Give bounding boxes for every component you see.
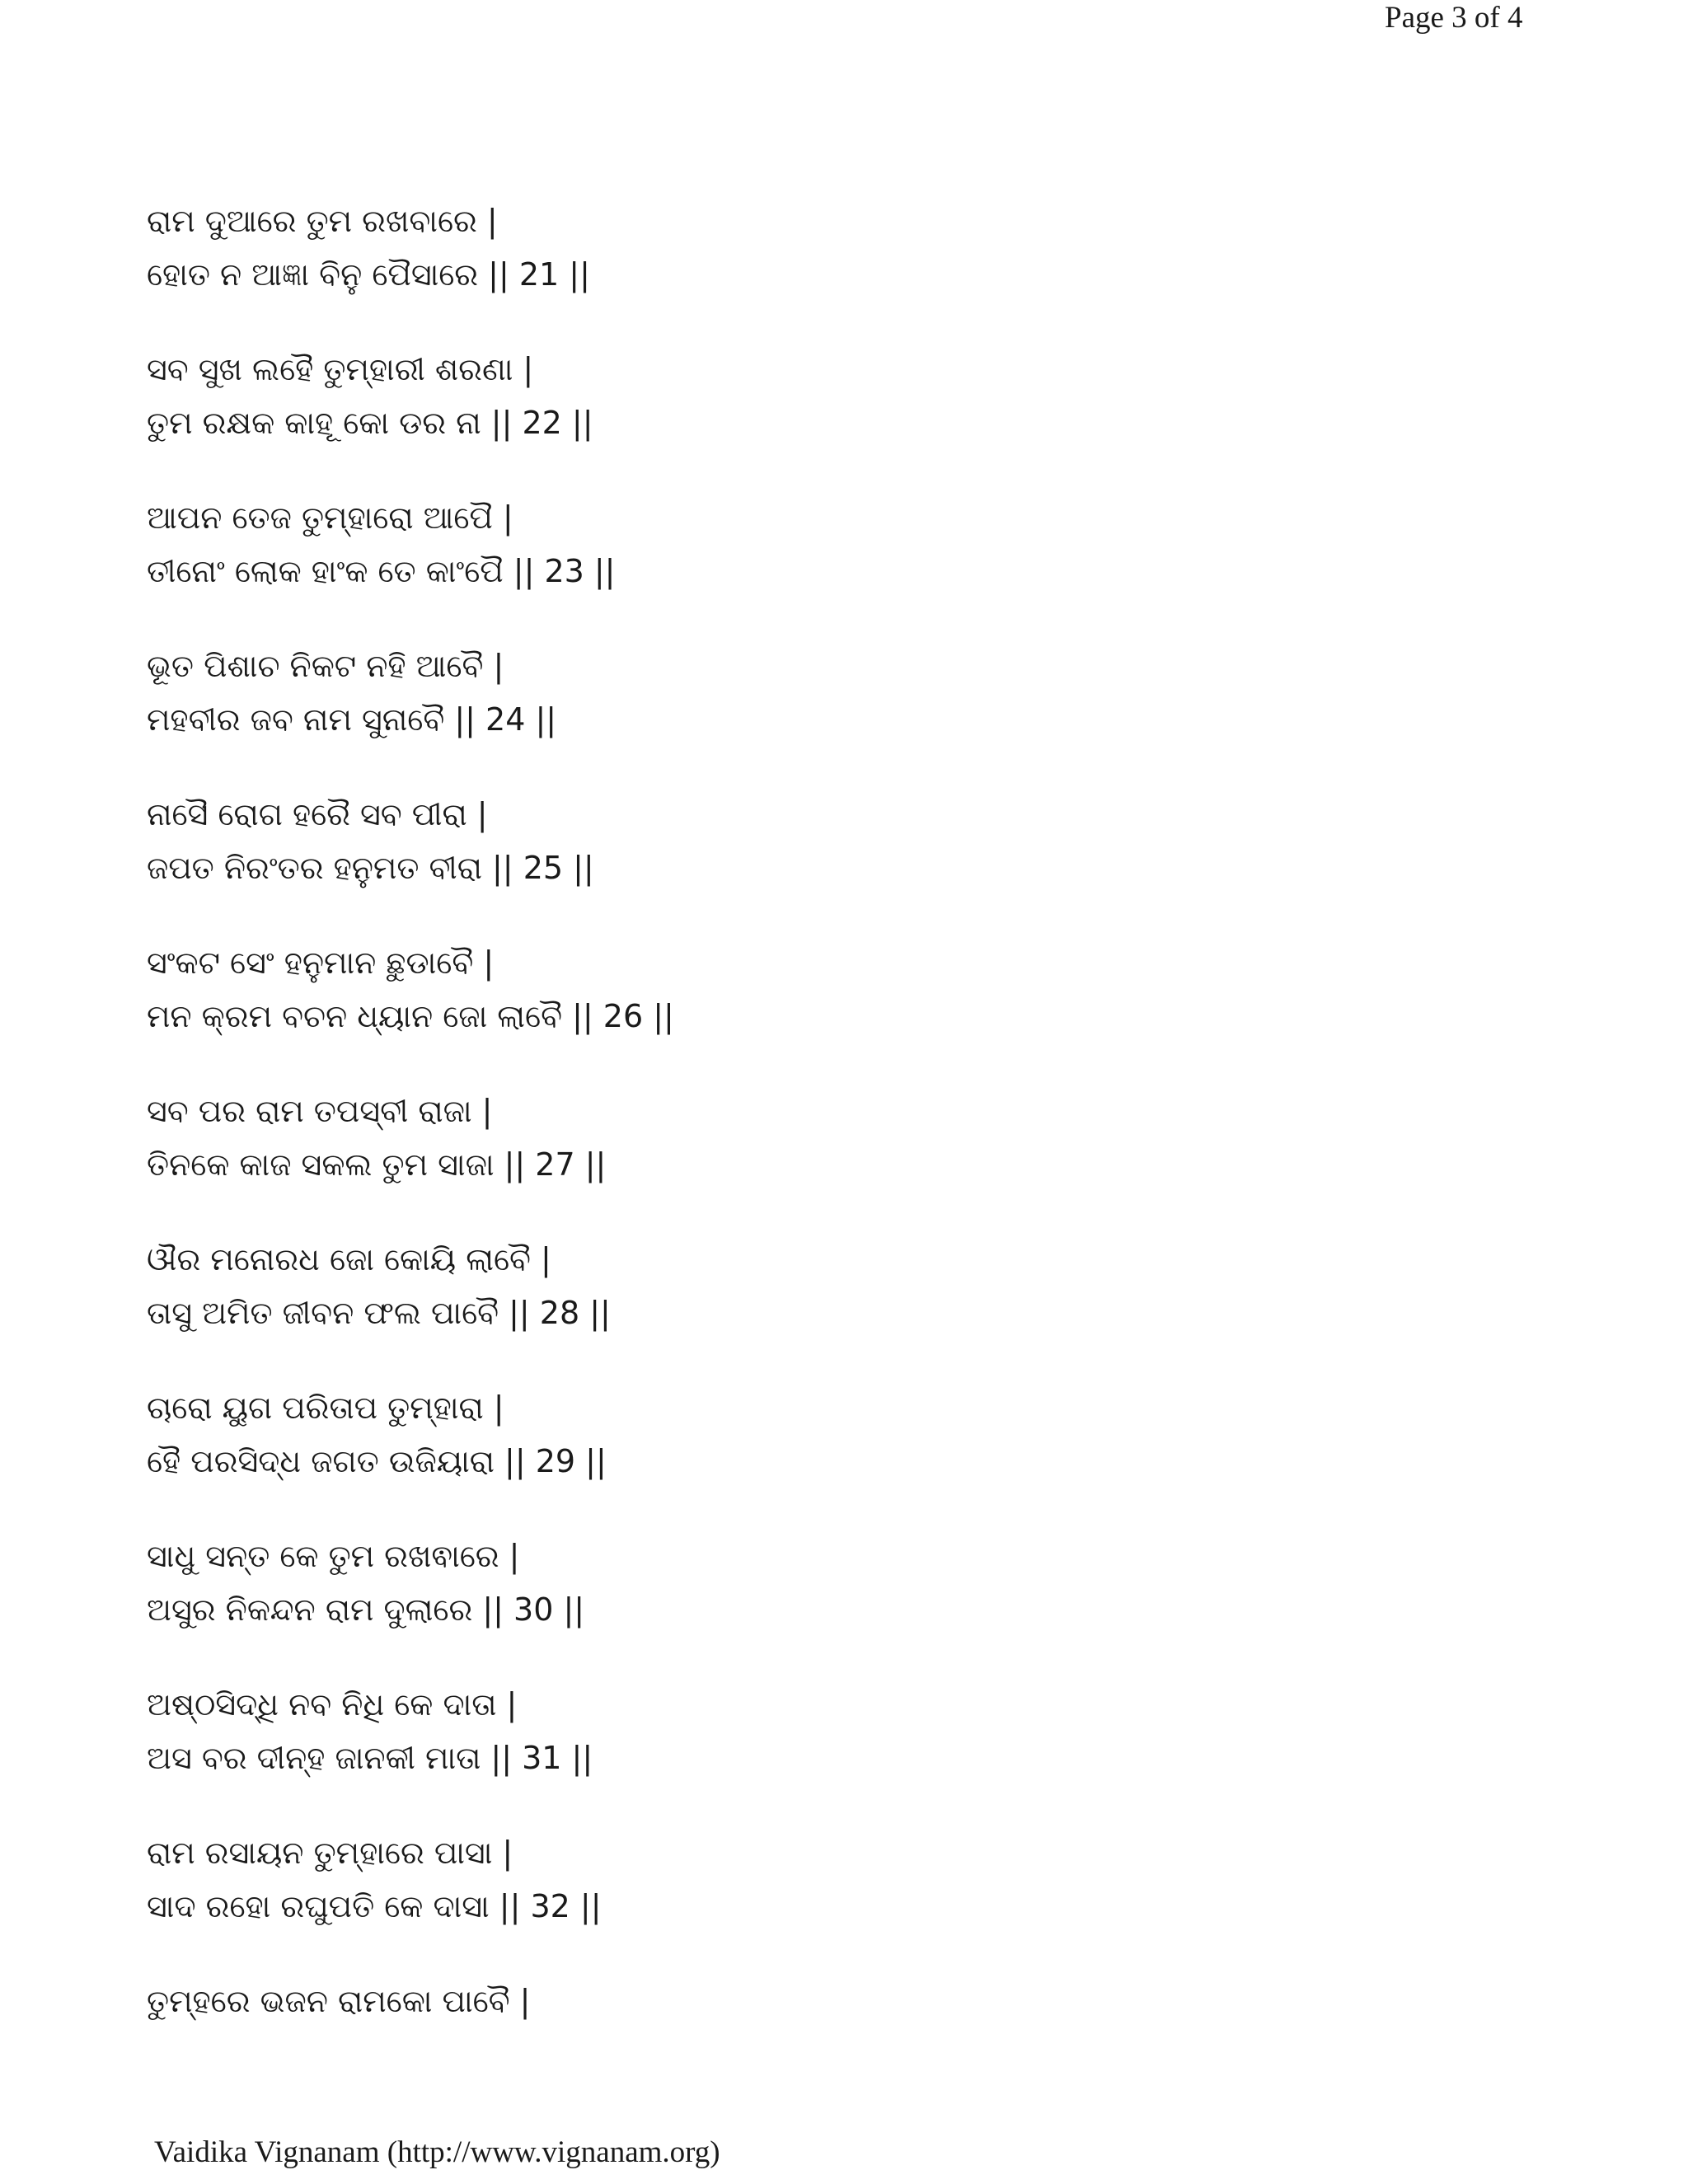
stanza-21 [147, 194, 1465, 343]
stanza-22 [147, 343, 1465, 491]
stanza-31 [147, 1678, 1465, 1826]
stanza-28 [147, 1233, 1465, 1381]
verse-list [147, 194, 1465, 2123]
verse-line: ମହବୀର ଜବ ନାମ ସୁନାବୈ || 24 || [147, 701, 557, 738]
verse-line: ଅସ ବର ଦୀନ୍ହ ଜାନକୀ ମାତା || 31 || [147, 1740, 593, 1776]
verse-line: ତୀନୋଂ ଲୋକ ହାଂକ ତେ କାଂପୈ || 23 || [147, 553, 616, 589]
verse-line: ଅସୁର ନିକନ୍ଦନ ରାମ ଦୁଲାରେ || 30 || [147, 1591, 585, 1628]
stanza-32 [147, 1826, 1465, 1975]
verse-line: ନାସୈ ରୋଗ ହରୈ ସବ ପୀରା | [147, 796, 488, 832]
verse-line: ଚାରୋ ୟୁଗ ପରିତାପ ତୁମ୍ହାରା | [147, 1390, 504, 1426]
stanza-25 [147, 788, 1465, 936]
verse-line: ହୋତ ନ ଆଜ୍ଞା ବିନୁ ପୈସାରେ || 21 || [147, 256, 590, 293]
verse-line: ହୈ ପରସିଦ୍ଧ ଜଗତ ଉଜିୟାରା || 29 || [147, 1443, 607, 1479]
verse-line: ସାଧୁ ସନ୍ତ କେ ତୁମ ରଖଵାରେ | [147, 1538, 520, 1574]
verse-line: ରାମ ରସାୟନ ତୁମ୍ହାରେ ପାସା | [147, 1835, 513, 1871]
stanza-33-partial [147, 1975, 1465, 2123]
verse-line: ଜପତ ନିରଂତର ହନୁମତ ବୀରା || 25 || [147, 850, 594, 886]
verse-line: ତିନକେ କାଜ ସକଲ ତୁମ ସାଜା || 27 || [147, 1146, 607, 1183]
stanza-29 [147, 1381, 1465, 1530]
stanza-27 [147, 1085, 1465, 1233]
stanza-23 [147, 491, 1465, 640]
stanza-26 [147, 936, 1465, 1085]
stanza-24 [147, 640, 1465, 788]
stanza-30 [147, 1530, 1465, 1678]
verse-line: ମନ କ୍ରମ ବଚନ ଧ୍ୟାନ ଜୋ ଲାବୈ || 26 || [147, 998, 674, 1034]
verse-line: ରାମ ଦୁଆରେ ତୁମ ରଖବାରେ | [147, 203, 498, 239]
verse-line: ଆପନ ତେଜ ତୁମ୍ହାରୋ ଆପୈ | [147, 499, 513, 536]
verse-line: ତୁମ୍ହରେ ଭଜନ ରାମକୋ ପାବୈ | [147, 1983, 531, 2019]
verse-line: ତୁମ ରକ୍ଷକ କାହୂ କୋ ଡର ନା || 22 || [147, 405, 593, 441]
verse-line: ସଂକଟ ସେଂ ହନୁମାନ ଛୁଡାବୈ | [147, 944, 495, 981]
verse-line: ସାଦ ରହୋ ରଘୁପତି କେ ଦାସା || 32 || [147, 1888, 602, 1924]
verse-line: ସବ ପର ରାମ ତପସ୍ବୀ ରାଜା | [147, 1093, 493, 1129]
verse-line: ଔର ମନୋରଧ ଜୋ କୋୟି ଲାବୈ | [147, 1241, 551, 1277]
footer-credit: Vaidika Vignanam (http://www.vignanam.org) [154, 2135, 720, 2169]
verse-line: ଅଷ୍ଠସିଦ୍ଧି ନବ ନିଧି କେ ଦାତା | [147, 1686, 518, 1722]
page-number: Page 3 of 4 [1385, 1, 1523, 35]
verse-line: ସବ ସୁଖ ଲହୈ ତୁମ୍ହାରୀ ଶରଣା | [147, 351, 534, 387]
verse-line: ତାସୁ ଅମିତ ଜୀବନ ଫଲ ପାବୈ || 28 || [147, 1295, 611, 1331]
verse-line: ଭୂତ ପିଶାଚ ନିକଟ ନହି ଆବୈ | [147, 648, 504, 684]
